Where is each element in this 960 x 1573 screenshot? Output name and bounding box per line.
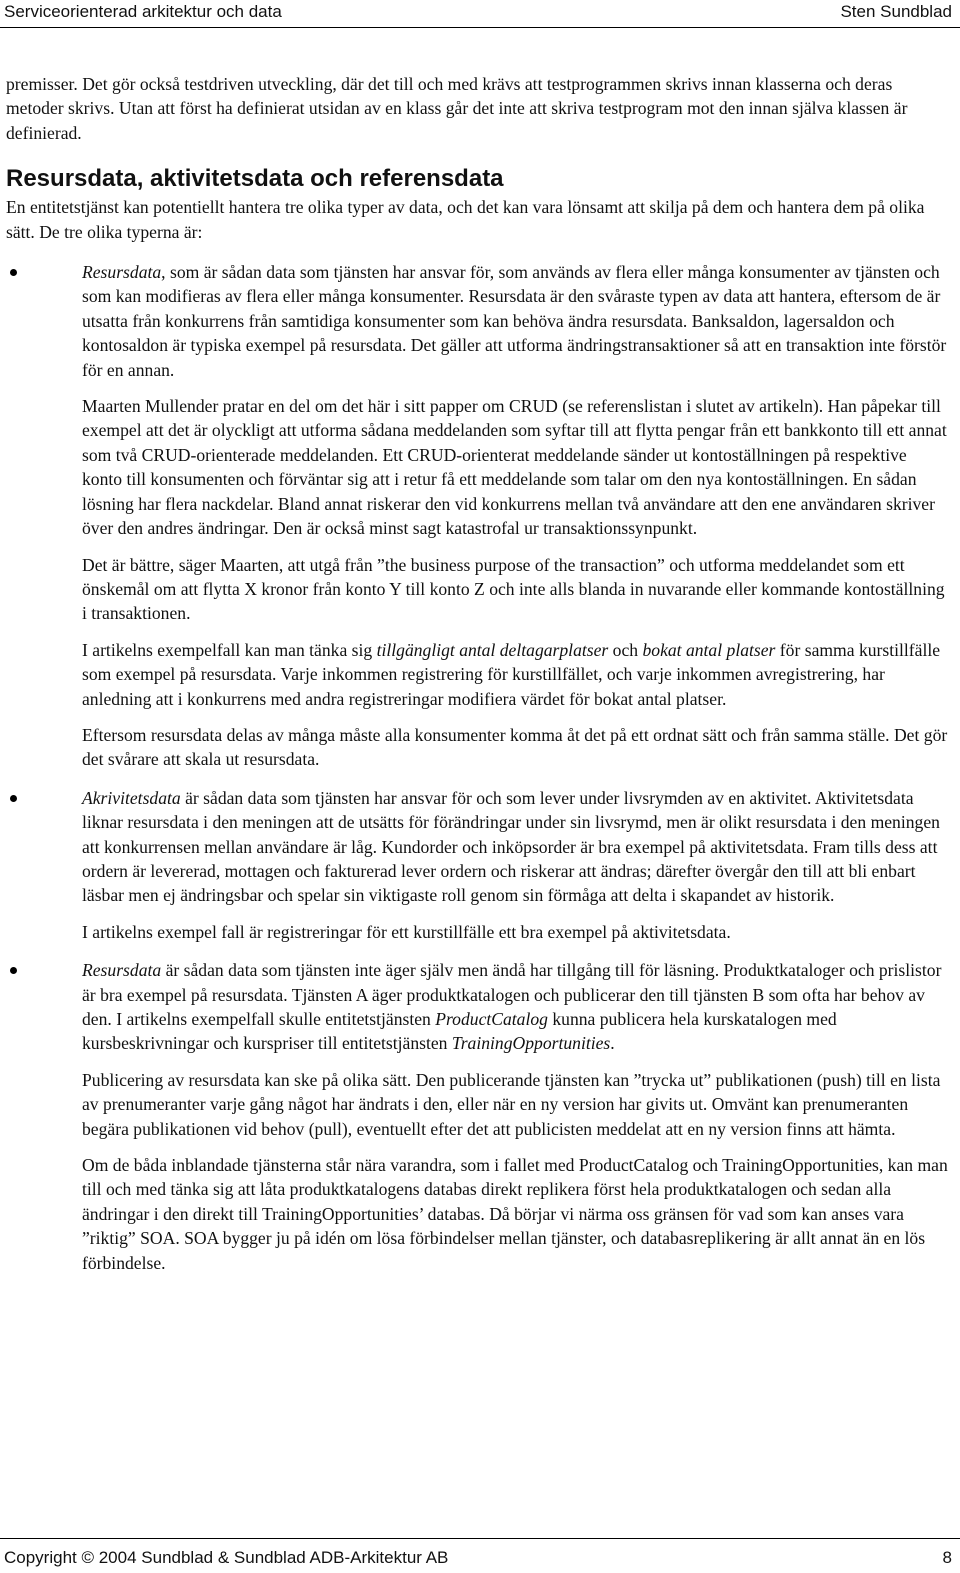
- term: Akrivitetsdata: [82, 787, 181, 808]
- paragraph: Det är bättre, säger Maarten, att utgå från ”the business purpose of the transaction” och utforma meddelandet som ett önskemål om att flytta X kronor från konto Y till konto Z och inte alls blanda in nuvarande eller kommande kontoställning i transaktionen.: [82, 554, 945, 624]
- paragraph: I artikelns exempelfall kan man tänka sig tillgängligt antal deltagarplatser och bokat antal platser för samma kurstillfälle som exempel på resursdata. Varje inkommen registrering för kurstillfället, och varje inkommen avregistrering, har anledning att i konkurrens med andra registreringar modifiera värdet för bokat antal platser.: [82, 639, 941, 709]
- term: Resursdata: [82, 960, 162, 981]
- copyright-notice: Copyright © 2004 Sundblad & Sundblad ADB-Arkitektur AB: [4, 1548, 449, 1567]
- page-header: [0, 0, 960, 28]
- page-body: [6, 72, 951, 1289]
- list-item-aktivitetsdata: [6, 786, 951, 944]
- page-number: 8: [942, 1548, 952, 1567]
- paragraph: Eftersom resursdata delas av många måste alla konsumenter komma åt det på ett ordnat sätt och från samma ställe. Det gör det svårare att skala ut resursdata.: [82, 724, 948, 770]
- term: Resursdata: [82, 262, 162, 283]
- paragraph: Om de båda inblandade tjänsterna står nära varandra, som i fallet med ProductCatalog och TrainingOpportunities, kan man till och med tänka sig att låta produktkatalogens databas direkt replikera först hela produktkatalogen och sedan alla ändringar i den direkt till TrainingOpportunities’ databas. Då börjar vi närma oss gränsen för vad som kan anses vara ”riktig” SOA. SOA bygger ju på idén om lösa förbindelser mellan tjänster, och databasreplikering är allt annat än en lös förbindelse.: [82, 1155, 948, 1273]
- list-item-referensdata: [6, 958, 951, 1275]
- paragraph: Resursdata, som är sådan data som tjänsten har ansvar för, som används av flera eller många konsumenter av tjänsten och som kan modifieras av flera eller många konsumenter. Resursdata är den svåraste typen av data att hantera, eftersom de är utsatta från konkurrens från samtidiga konsumenter som kan behöva ändra resursdata. Banksaldon, lagersaldon och kontosaldon är typiska exempel på resursdata. Det gäller att utforma ändringstransaktioner så att en transaktion inte förstör för en annan.: [82, 262, 947, 380]
- paragraph: Publicering av resursdata kan ske på olika sätt. Den publicerande tjänsten kan ”trycka ut” publikationen (push) till en lista av prenumeranter varje gång något har ändrats i den, eller när en ny version har givits ut. Omvänt kan prenumeranten begära publikationen vid behov (pull), eventuellt efter det att publicisten meddelat att en ny version finns att hämta.: [82, 1069, 941, 1139]
- paragraph: Maarten Mullender pratar en del om det här i sitt papper om CRUD (se referenslistan i slutet av artikeln). Han påpekar till exempel att det är olyckligt att utforma sådana meddelanden som syftar till att flytta pengar från ett bankkonto till ett annat som två CRUD-orienterade meddelanden. Ett CRUD-orienterat meddelande sänder ut kontoställningen på respektive konto till konsumenten och förväntar sig att i retur få ett meddelande som talar om den nya kontoställningen. En sådan lösning har flera nackdelar. Bland annat riskerar den vid konkurrens mellan två användare att den ene användaren skriver över den andres ändringar. Den är också minst sagt katastrofal ur transaktionssynpunkt.: [82, 396, 947, 539]
- intro-paragraph: premisser. Det gör också testdriven utveckling, där det till och med krävs att testprogrammen skrivs innan klasserna och deras metoder skrivs. Utan att först ha definierat utsidan av en klass går det inte att skriva testprogram mot den innan själva klassen är definierad.: [6, 74, 908, 143]
- section-lead: En entitetstjänst kan potentiellt hantera tre olika typer av data, och det kan vara lönsamt att skilja på dem och hantera dem på olika sätt. De tre olika typerna är:: [6, 197, 925, 242]
- section-heading: Resursdata, aktivitetsdata och referensdata: [6, 165, 504, 193]
- paragraph: Akrivitetsdata är sådan data som tjänsten har ansvar för och som lever under livsrymden av en aktivitet. Aktivitetsdata liknar resursdata i den meningen att de utsätts för förändringar under sin livsrymd, men är olikt resursdata i den meningen att konkurrensen mellan användare är låg. Kundorder och inköpsorder är bra exempel på aktivitetsdata. Fram tills dess att ordern är levererad, mottagen och fakturerad lever ordern och riskerar att ändras; därefter övergår den till att bli enbart läsbar men ej ändringsbar och spelar sin viktigaste roll genom sin förmåga att delta i skapandet av historik.: [82, 787, 940, 906]
- paragraph: I artikelns exempel fall är registreringar för ett kurstillfälle ett bra exempel på aktivitetsdata.: [82, 921, 731, 942]
- data-types-list: [6, 260, 951, 1275]
- paragraph: Resursdata är sådan data som tjänsten inte äger själv men ändå har tillgång till för läsning. Produktkataloger och prislistor är bra exempel på resursdata. Tjänsten A äger produktkatalogen och publicerar den till tjänsten B som ofta har behov av den. I artikelns exempelfall skulle entitetstjänsten ProductCatalog kunna publicera hela kurskatalogen med kursbeskrivningar och kurspriser till entitetstjänsten TrainingOpportunities.: [82, 960, 942, 1054]
- list-item-resursdata: [6, 260, 951, 772]
- document-title: Serviceorienterad arkitektur och data: [4, 2, 282, 21]
- author-name: Sten Sundblad: [840, 2, 952, 21]
- page-footer: [0, 1538, 960, 1573]
